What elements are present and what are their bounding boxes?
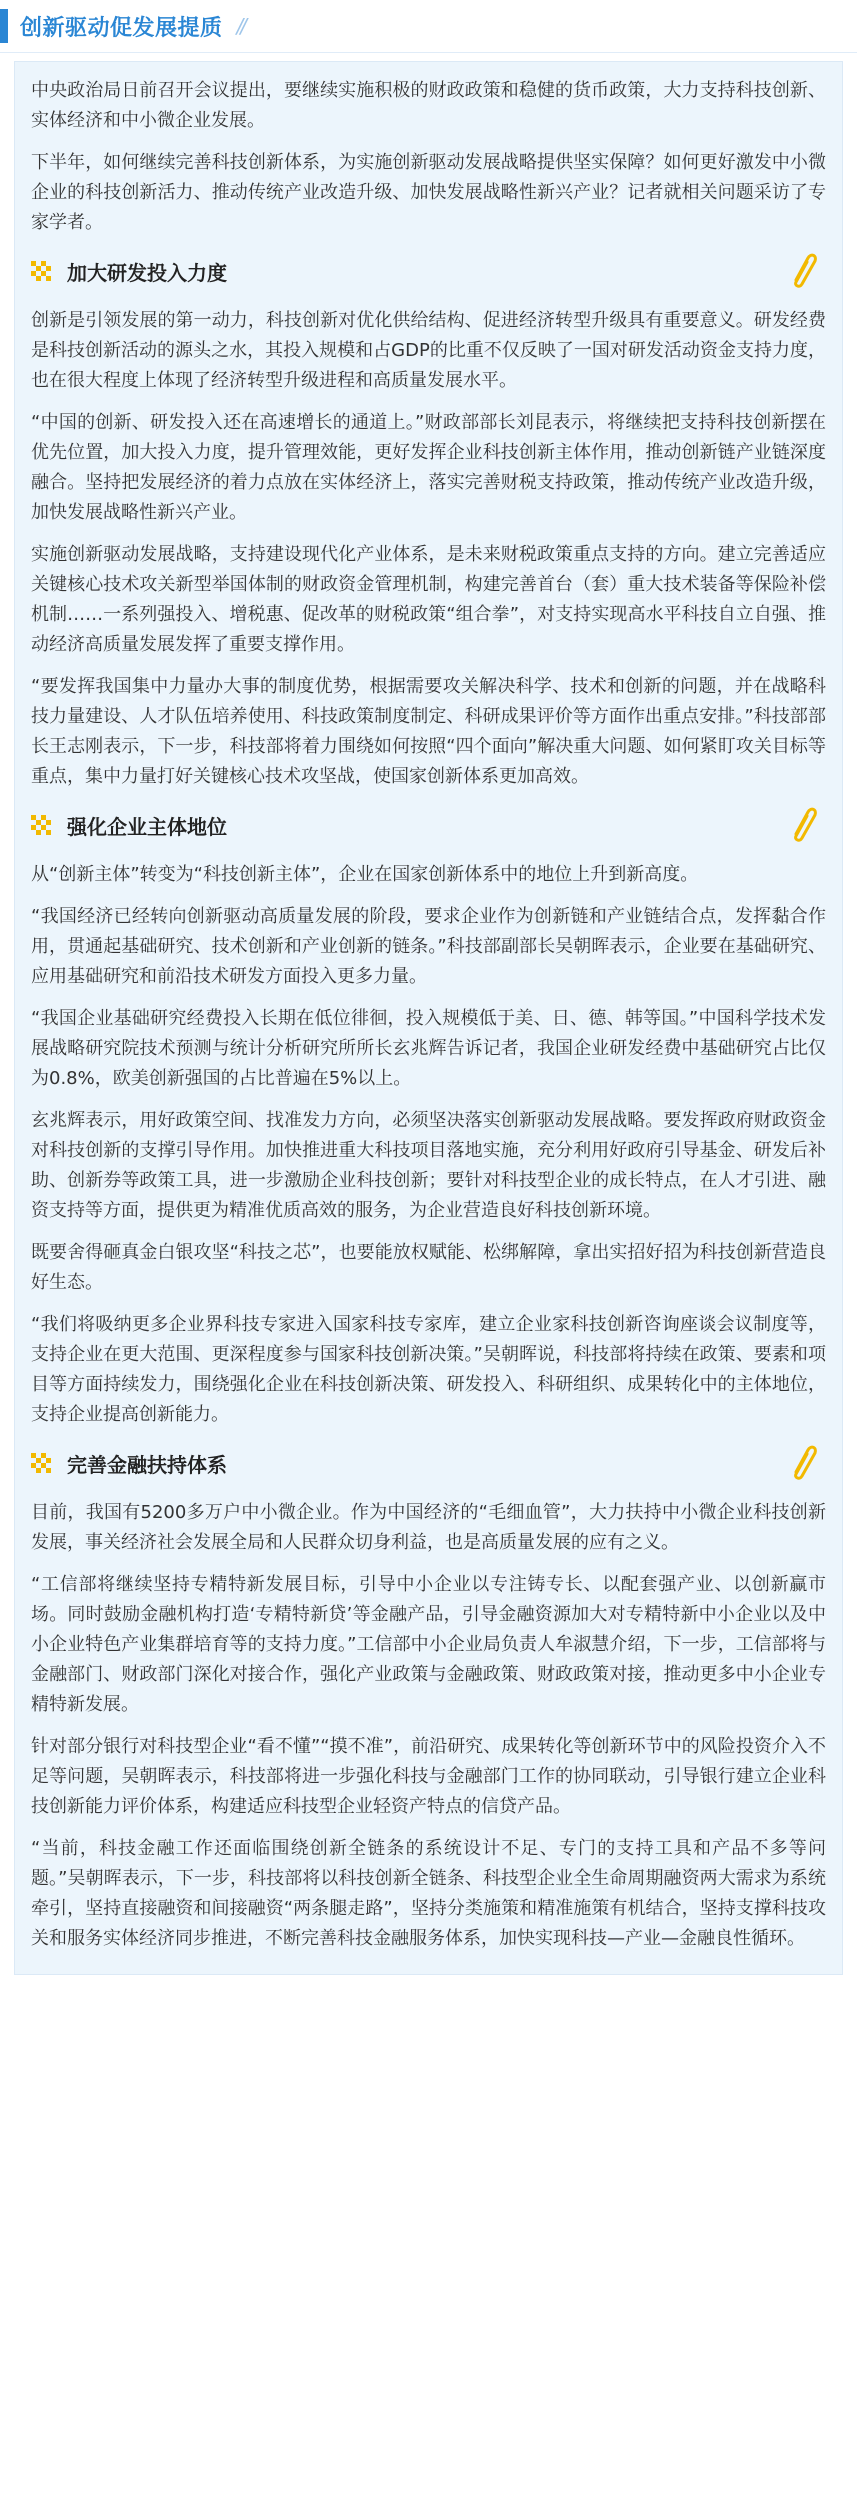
header-slashes-decoration: // — [236, 14, 244, 38]
yellow-checker-icon — [31, 261, 51, 281]
article-paragraph: “工信部将继续坚持专精特新发展目标，引导中小企业以专注铸专长、以配套强产业、以创新赢市场。同时鼓励金融机构打造‘专精特新贷’等金融产品，引导金融资源加大对专精特新中小企业以及中小企业特色产业集群培育等的支持力度。”工信部中小企业局负责人牟淑慧介绍，下一步，工信部将与金融部门、财政部门深化对接合作，强化产业政策与金融政策、财政政策对接，推动更多中小企业专精特新发展。 — [31, 1574, 826, 1715]
section-heading — [31, 248, 826, 294]
section-heading — [31, 1440, 826, 1486]
article-paragraph: “我国经济已经转向创新驱动高质量发展的阶段，要求企业作为创新链和产业链结合点，发挥黏合作用，贯通起基础研究、技术创新和产业创新的链条。”科技部副部长吴朝晖表示，企业要在基础研究、应用基础研究和前沿技术研发方面投入更多力量。 — [31, 906, 826, 987]
article-card — [14, 61, 843, 1975]
article-paragraph: “要发挥我国集中力量办大事的制度优势，根据需要攻关解决科学、技术和创新的问题，并在战略科技力量建设、人才队伍培养使用、科技政策制度制定、科研成果评价等方面作出重点安排。”科技部部长王志刚表示，下一步，科技部将着力围绕如何按照“四个面向”解决重大问题、如何紧盯攻关目标等重点，集中力量打好关键核心技术攻坚战，使国家创新体系更加高效。 — [31, 676, 826, 787]
article-paragraph: “我们将吸纳更多企业界科技专家进入国家科技专家库，建立企业家科技创新咨询座谈会议制度等，支持企业在更大范围、更深程度参与国家科技创新决策。”吴朝晖说，科技部将持续在政策、要素和项目等方面持续发力，围绕强化企业在科技创新决策、研发投入、科研组织、成果转化中的主体地位，支持企业提高创新能力。 — [31, 1314, 826, 1425]
article-paragraph: 创新是引领发展的第一动力，科技创新对优化供给结构、促进经济转型升级具有重要意义。研发经费是科技创新活动的源头之水，其投入规模和占GDP的比重不仅反映了一国对研发活动资金支持力度，也在很大程度上体现了经济转型升级进程和高质量发展水平。 — [31, 310, 826, 391]
section-heading — [31, 802, 826, 848]
article-paragraph: “当前，科技金融工作还面临围绕创新全链条的系统设计不足、专门的支持工具和产品不多等问题。”吴朝晖表示，下一步，科技部将以科技创新全链条、科技型企业全生命周期融资两大需求为系统牵引，坚持直接融资和间接融资“两条腿走路”，坚持分类施策和精准施策有机结合，坚持支撑科技攻关和服务实体经济同步推进，不断完善科技金融服务体系，加快实现科技—产业—金融良性循环。 — [31, 1838, 826, 1949]
article-paragraph: 从“创新主体”转变为“科技创新主体”，企业在国家创新体系中的地位上升到新高度。 — [31, 864, 699, 885]
section-title: 强化企业主体地位 — [67, 814, 227, 839]
article-paragraph: 下半年，如何继续完善科技创新体系，为实施创新驱动发展战略提供坚实保障？如何更好激发中小微企业的科技创新活力、推动传统产业改造升级、加快发展战略性新兴产业？记者就相关问题采访了专家学者。 — [31, 152, 826, 233]
article-paragraph: 玄兆辉表示，用好政策空间、找准发力方向，必须坚决落实创新驱动发展战略。要发挥政府财政资金对科技创新的支撑引导作用。加快推进重大科技项目落地实施，充分利用好政府引导基金、研发后补助、创新券等政策工具，进一步激励企业科技创新；要针对科技型企业的成长特点，在人才引进、融资支持等方面，提供更为精准优质高效的服务，为企业营造良好科技创新环境。 — [31, 1110, 826, 1221]
article-paragraph: 实施创新驱动发展战略，支持建设现代化产业体系，是未来财税政策重点支持的方向。建立完善适应关键核心技术攻关新型举国体制的财政资金管理机制，构建完善首台（套）重大技术装备等保险补偿机制……一系列强投入、增税惠、促改革的财税政策“组合拳”，对支持实现高水平科技自立自强、推动经济高质量发展发挥了重要支撑作用。 — [31, 544, 826, 655]
article-paragraph: 中央政治局日前召开会议提出，要继续实施积极的财政政策和稳健的货币政策，大力支持科技创新、实体经济和中小微企业发展。 — [31, 80, 826, 131]
paperclip-icon — [786, 1442, 820, 1484]
paperclip-icon — [786, 250, 820, 292]
section-title: 完善金融扶持体系 — [67, 1452, 227, 1477]
yellow-checker-icon — [31, 1453, 51, 1473]
section-title: 加大研发投入力度 — [67, 260, 227, 285]
article-paragraph: “中国的创新、研发投入还在高速增长的通道上。”财政部部长刘昆表示，将继续把支持科技创新摆在优先位置，加大投入力度，提升管理效能，更好发挥企业科技创新主体作用，推动创新链产业链深度融合。坚持把发展经济的着力点放在实体经济上，落实完善财税支持政策，推动传统产业改造升级，加快发展战略性新兴产业。 — [31, 412, 826, 523]
yellow-checker-icon — [31, 815, 51, 835]
article-paragraph: 针对部分银行对科技型企业“看不懂”“摸不准”，前沿研究、成果转化等创新环节中的风险投资介入不足等问题，吴朝晖表示，科技部将进一步强化科技与金融部门工作的协同联动，引导银行建立企业科技创新能力评价体系，构建适应科技型企业轻资产特点的信贷产品。 — [31, 1736, 826, 1817]
article-paragraph: 目前，我国有5200多万户中小微企业。作为中国经济的“毛细血管”，大力扶持中小微企业科技创新发展，事关经济社会发展全局和人民群众切身利益，也是高质量发展的应有之义。 — [31, 1502, 826, 1553]
page-title: 创新驱动促发展提质 — [20, 15, 223, 41]
page-header — [0, 0, 857, 53]
article-paragraph: “我国企业基础研究经费投入长期在低位徘徊，投入规模低于美、日、德、韩等国。”中国科学技术发展战略研究院技术预测与统计分析研究所所长玄兆辉告诉记者，我国企业研发经费中基础研究占比仅为0.8%，欧美创新强国的占比普遍在5%以上。 — [31, 1008, 826, 1089]
header-accent-bar — [0, 9, 8, 43]
paperclip-icon — [786, 804, 820, 846]
article-paragraph: 既要舍得砸真金白银攻坚“科技之芯”，也要能放权赋能、松绑解障，拿出实招好招为科技创新营造良好生态。 — [31, 1242, 826, 1293]
